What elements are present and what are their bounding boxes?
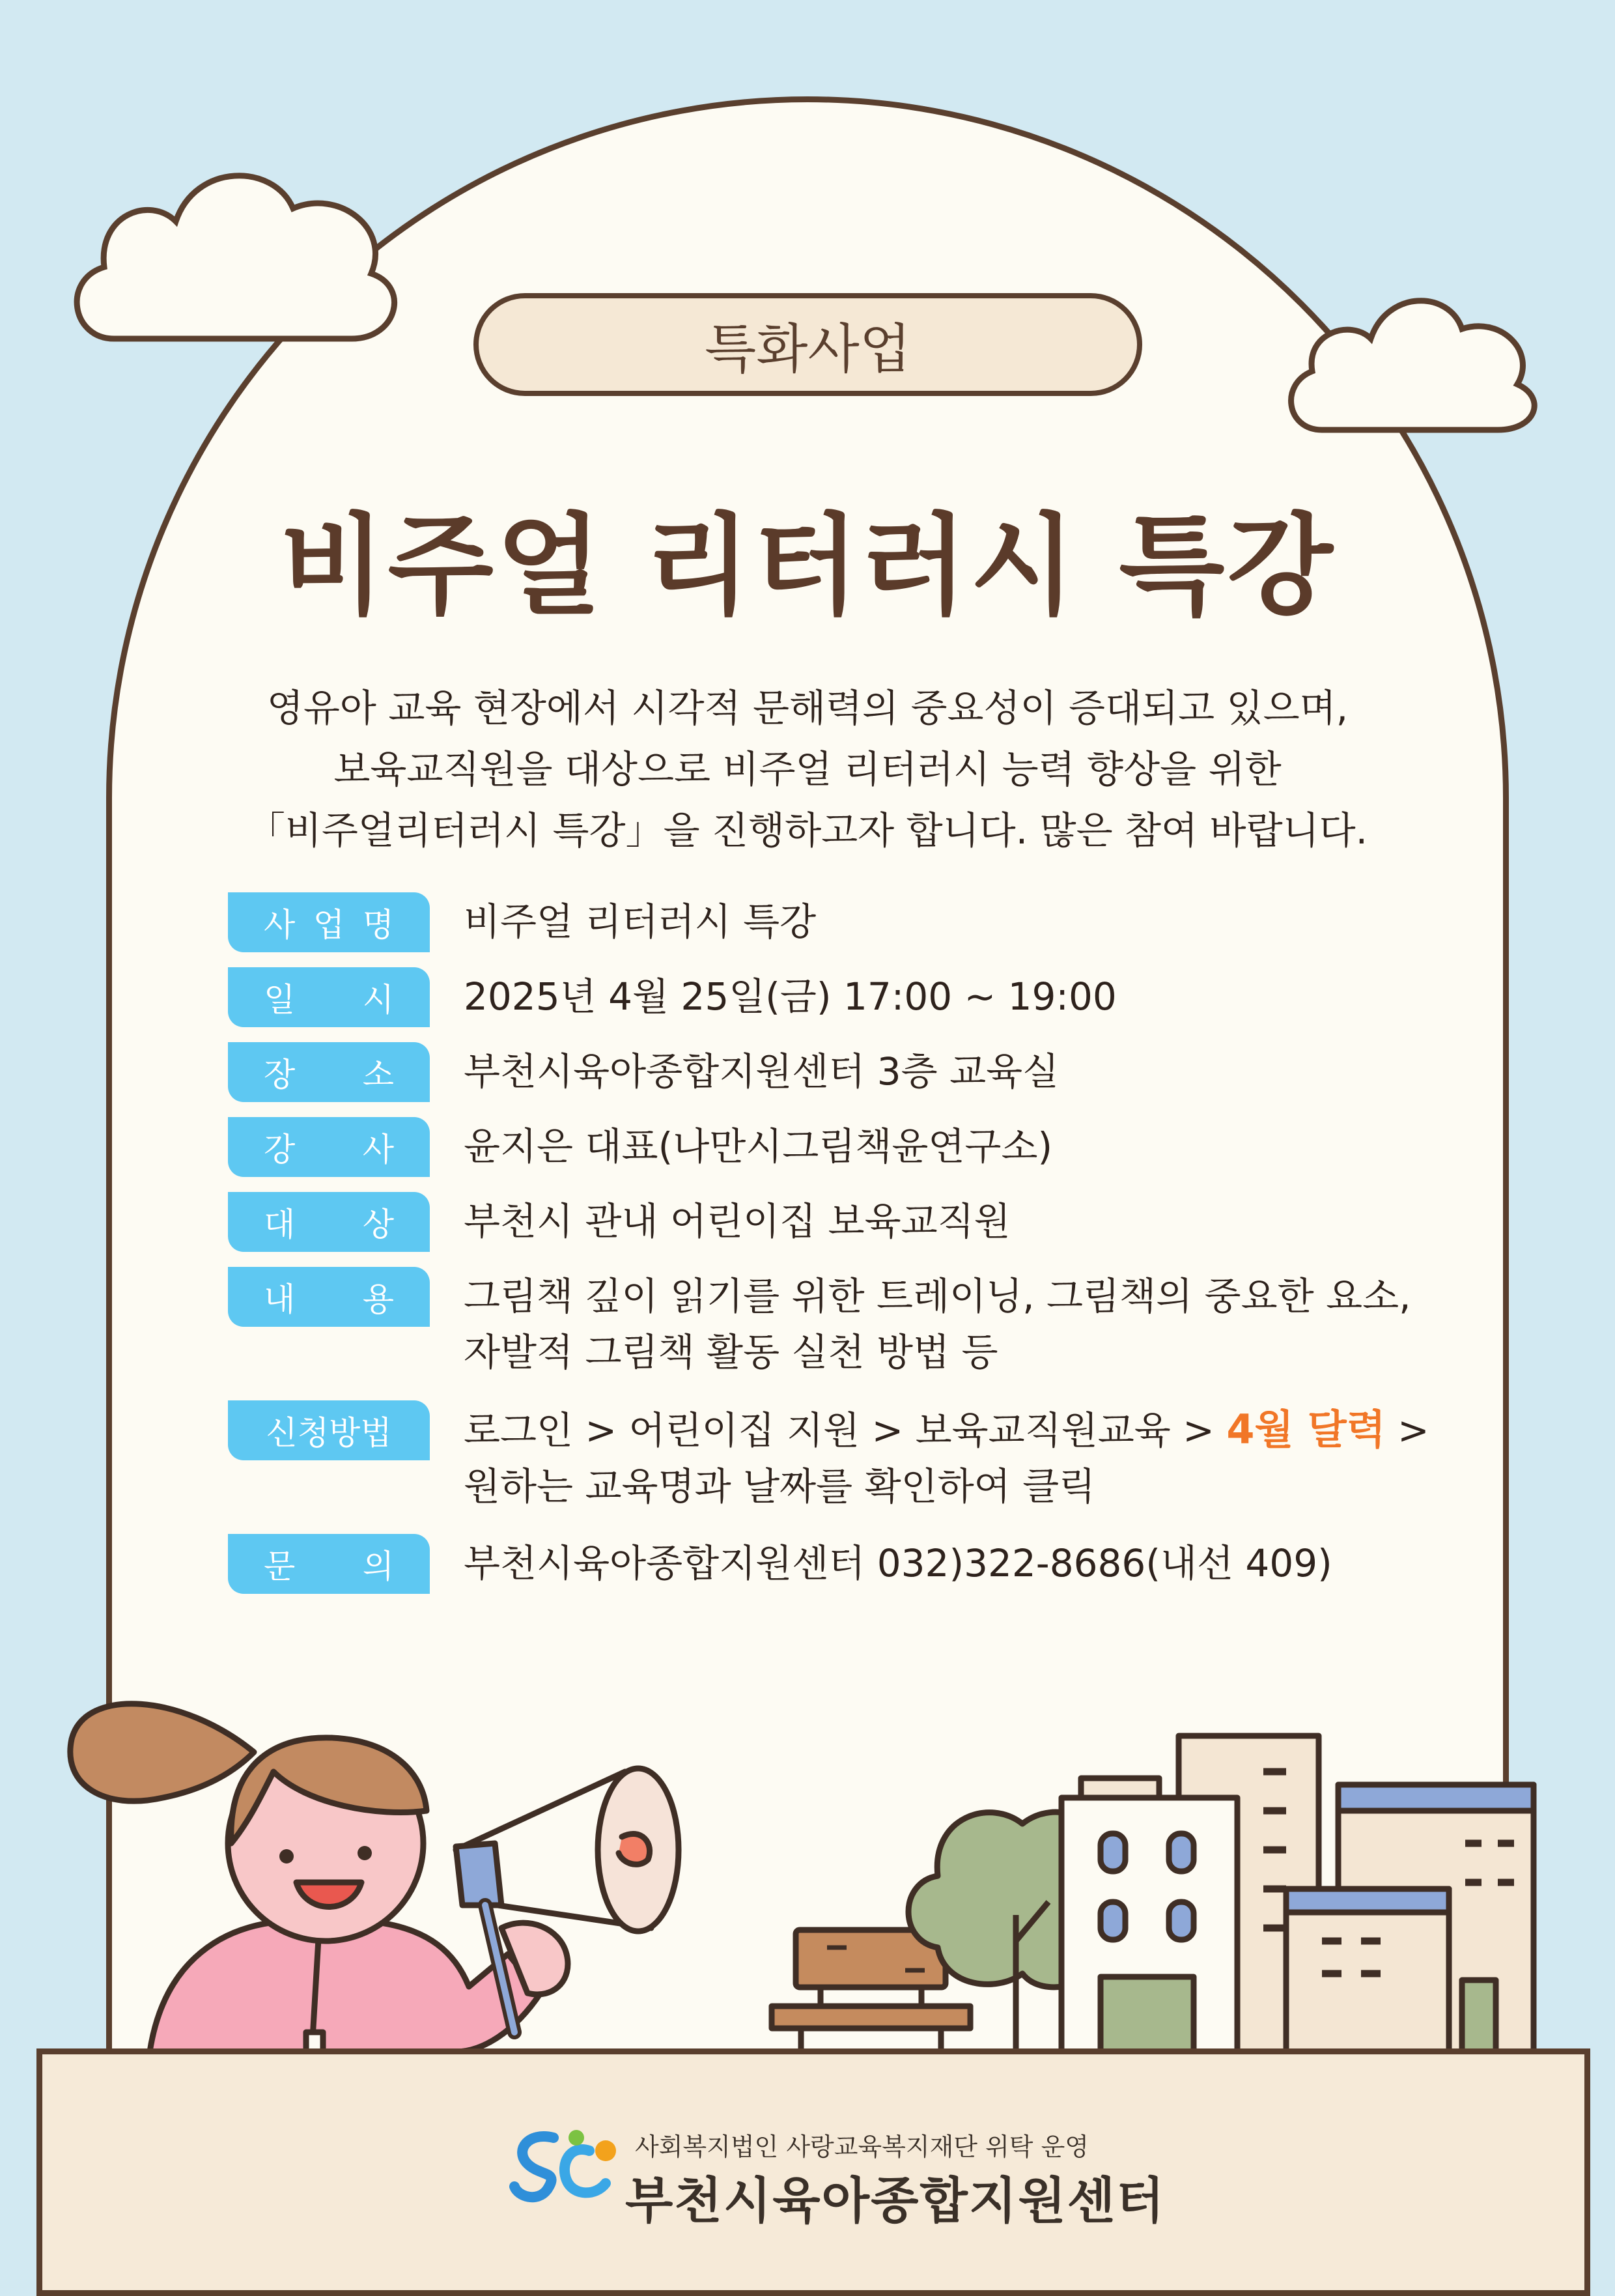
detail-row-target xyxy=(228,1192,1011,1252)
cloud-icon xyxy=(1291,301,1535,430)
center-logo-icon xyxy=(508,2125,625,2209)
page-title: 비주얼 리터러시 특강 xyxy=(279,502,1336,630)
detail-row-date xyxy=(228,967,1117,1027)
detail-row-apply xyxy=(228,1400,1429,1514)
detail-value-line: 로그인 > 어린이집 지원 > 보육교직원교육 > 4월 달력 > xyxy=(464,1406,1429,1453)
detail-label: 내 용 xyxy=(228,1267,430,1327)
intro-line: 「비주얼리터러시 특강」을 진행하고자 합니다. 많은 참여 바랍니다. xyxy=(247,808,1368,853)
footer-subtitle: 사회복지법인 사랑교육복지재단 위탁 운영 xyxy=(635,2133,1089,2161)
highlight-text: 4월 달력 xyxy=(1226,1406,1386,1453)
intro-text xyxy=(156,677,1459,861)
detail-value: 비주얼 리터러시 특강 xyxy=(464,900,817,944)
detail-label: 문 의 xyxy=(228,1534,430,1594)
detail-value: 2025년 4월 25일(금) 17:00 ~ 19:00 xyxy=(464,974,1117,1019)
intro-line: 보육교직원을 대상으로 비주얼 리터러시 능력 향상을 위한 xyxy=(333,747,1282,791)
cloud-icon xyxy=(77,176,394,339)
detail-label: 사 업 명 xyxy=(228,892,430,952)
detail-row-lecturer xyxy=(228,1117,1052,1177)
detail-value xyxy=(464,1267,1411,1380)
girl-megaphone-illustration xyxy=(70,1704,679,2052)
detail-label: 장 소 xyxy=(228,1042,430,1102)
detail-row-place xyxy=(228,1042,1059,1102)
detail-label: 대 상 xyxy=(228,1192,430,1252)
intro-line: 영유아 교육 현장에서 시각적 문해력의 중요성이 증대되고 있으며, xyxy=(266,686,1349,730)
detail-value: 부천시육아종합지원센터 3층 교육실 xyxy=(464,1049,1060,1094)
detail-label: 신청방법 xyxy=(228,1400,430,1460)
detail-value: 부천시 관내 어린이집 보육교직원 xyxy=(464,1199,1011,1243)
detail-label: 강 사 xyxy=(228,1117,430,1177)
detail-value: 윤지은 대표(나만시그림책윤연구소) xyxy=(464,1124,1053,1169)
detail-row-contact xyxy=(228,1534,1332,1594)
detail-value xyxy=(464,1400,1429,1514)
detail-row-name xyxy=(228,892,816,952)
building-icon xyxy=(1061,1736,1534,2052)
detail-value-line: 자발적 그림책 활동 실천 방법 등 xyxy=(464,1330,998,1374)
footer-org-name: 부천시육아종합지원센터 xyxy=(625,2172,1166,2230)
detail-value: 부천시육아종합지원센터 032)322-8686(내선 409) xyxy=(464,1541,1332,1585)
detail-label: 일 시 xyxy=(228,967,430,1027)
detail-value-line: 그림책 깊이 읽기를 위한 트레이닝, 그림책의 중요한 요소, xyxy=(464,1274,1411,1318)
detail-row-content xyxy=(228,1267,1411,1380)
detail-value-line: 원하는 교육명과 날짜를 확인하여 클릭 xyxy=(464,1464,1096,1509)
category-tag: 특화사업 xyxy=(473,293,1142,396)
